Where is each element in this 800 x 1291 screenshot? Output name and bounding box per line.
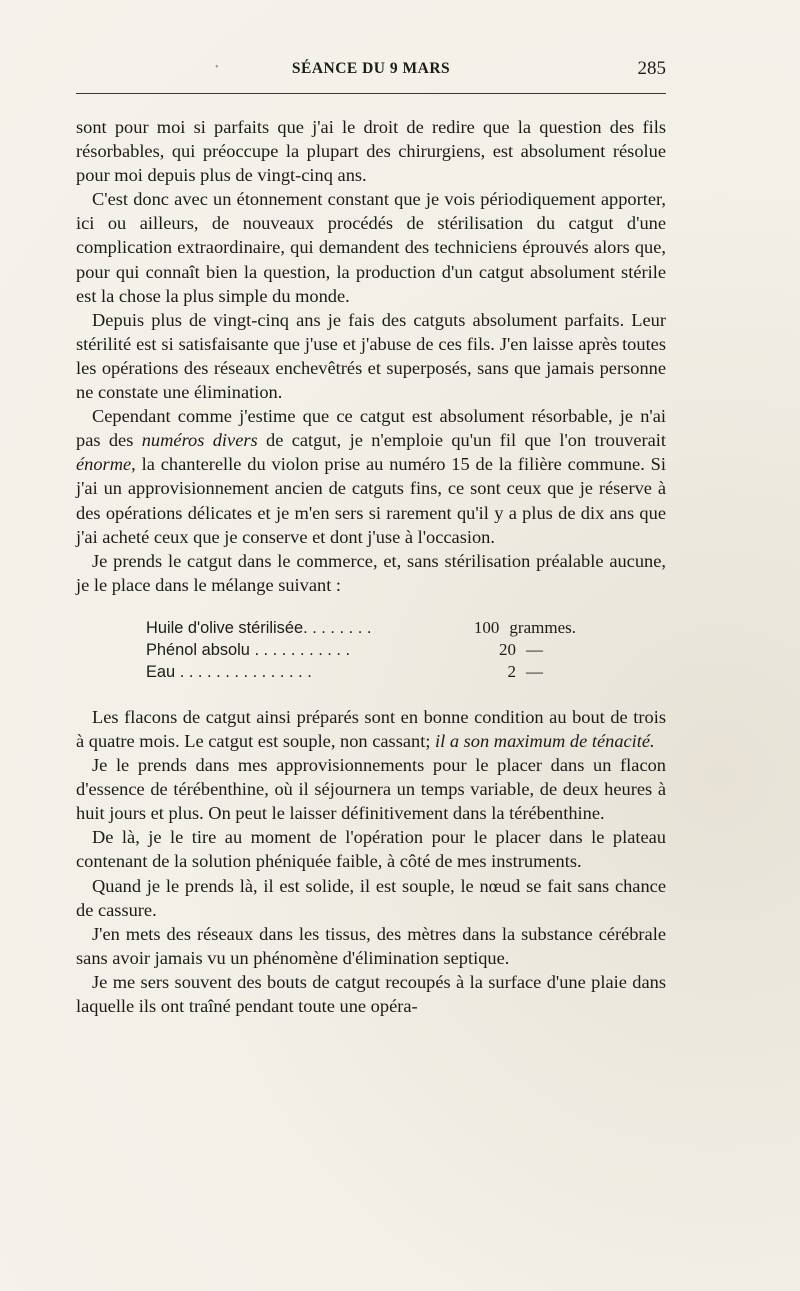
- recipe-quantity: 2: [507, 661, 516, 681]
- paragraph-4-emphasis-2: énorme: [76, 454, 132, 475]
- recipe-unit: —: [526, 639, 543, 659]
- paragraph-6-emphasis: il a son maximum de ténacité.: [435, 730, 655, 751]
- recipe-row: [146, 639, 576, 661]
- recipe-ingredient: Phénol absolu . . . . . . . . . . .: [146, 640, 351, 659]
- paragraph-4-emphasis-1: numéros divers: [141, 430, 258, 451]
- paragraph-10: J'en mets des réseaux dans les tissus, des mètres dans la substance cérébrale sans avoir jamais vu un phénomène d'élimination septique.: [76, 923, 666, 968]
- paragraph-11: Je me sers souvent des bouts de catgut recoupés à la surface d'une plaie dans laquelle ils ont traîné pendant toute une opéra-: [76, 971, 666, 1016]
- body-text: [76, 115, 666, 1018]
- paragraph-2: C'est donc avec un étonnement constant que je vois périodiquement apporter, ici ou ailleurs, de nouveaux procédés de stérilisation du catgut d'une complication extraordinaire, qui demandent des techniciens éprouvés alors que, pour qui connaît bien la question, la production d'un catgut absolument stérile est la chose la plus simple du monde.: [76, 189, 666, 306]
- recipe-quantity: 100: [473, 617, 500, 637]
- header-rule: [76, 93, 666, 94]
- paragraph-4-text-b: de catgut, je n'emploie qu'un fil que l'on trouverait: [257, 430, 666, 451]
- paragraph-5: Je prends le catgut dans le commerce, et, sans stérilisation préalable aucune, je le place dans le mélange suivant :: [76, 550, 666, 595]
- paragraph-7: Je le prends dans mes approvisionnements pour le placer dans un flacon d'essence de térébenthine, où il séjournera un temps variable, de deux heures à huit jours et plus. On peut le laisser définitivement dans la térébenthine.: [76, 755, 666, 824]
- paragraph-1: sont pour moi si parfaits que j'ai le droit de redire que la question des fils résorbables, qui préoccupe la plupart des chirurgiens, est absolument résolue pour moi depuis plus de vingt-cinq ans.: [76, 117, 666, 186]
- page-number: 285: [637, 58, 666, 79]
- paragraph-4-text-a: Cependant comme j'estime que ce catgut est absolument résorbable, je n'ai pas des: [76, 406, 666, 451]
- page-header: [76, 58, 666, 84]
- paragraph-4-text-c: , la chanterelle du violon prise au numéro 15 de la filière commune. Si j'ai un approvisionnement ancien de catguts fins, ce sont ceux que je réserve à des opérations délicates et je m'en sers si rarement qu'il y a plus de dix ans que j'ai acheté ceux que je conserve et dont j'use à l'occasion.: [76, 454, 666, 547]
- recipe-quantity: 20: [499, 639, 516, 659]
- recipe-ingredient: Huile d'olive stérilisée. . . . . . . .: [146, 618, 372, 637]
- paragraph-6-text: Les flacons de catgut ainsi préparés sont en bonne condition au bout de trois à quatre mois. Le catgut est souple, non cassant;: [76, 706, 666, 751]
- running-title: SÉANCE DU 9 MARS: [291, 60, 451, 77]
- paragraph-6: [76, 705, 666, 753]
- paragraph-8: De là, je le tire au moment de l'opération pour le placer dans le plateau contenant de la solution phéniquée faible, à côté de mes instruments.: [76, 827, 666, 872]
- spacer: [76, 683, 666, 705]
- ornament-dot: •: [215, 62, 219, 73]
- paragraph-3: Depuis plus de vingt-cinq ans je fais des catguts absolument parfaits. Leur stérilité est si satisfaisante que j'use et j'abuse de ces fils. J'en laisse après toutes les opérations des réseaux enchevêtrés et superposés, sans que jamais personne ne constate une élimination.: [76, 309, 666, 403]
- recipe-table: [76, 617, 666, 683]
- paragraph-9: Quand je le prends là, il est solide, il est souple, le nœud se fait sans chance de cassure.: [76, 875, 666, 920]
- recipe-ingredient: Eau . . . . . . . . . . . . . . .: [146, 662, 312, 681]
- recipe-row: [146, 661, 576, 683]
- recipe-unit: —: [526, 661, 543, 681]
- paragraph-4: [76, 404, 666, 549]
- recipe-unit: grammes.: [509, 617, 576, 637]
- recipe-row: [146, 617, 576, 639]
